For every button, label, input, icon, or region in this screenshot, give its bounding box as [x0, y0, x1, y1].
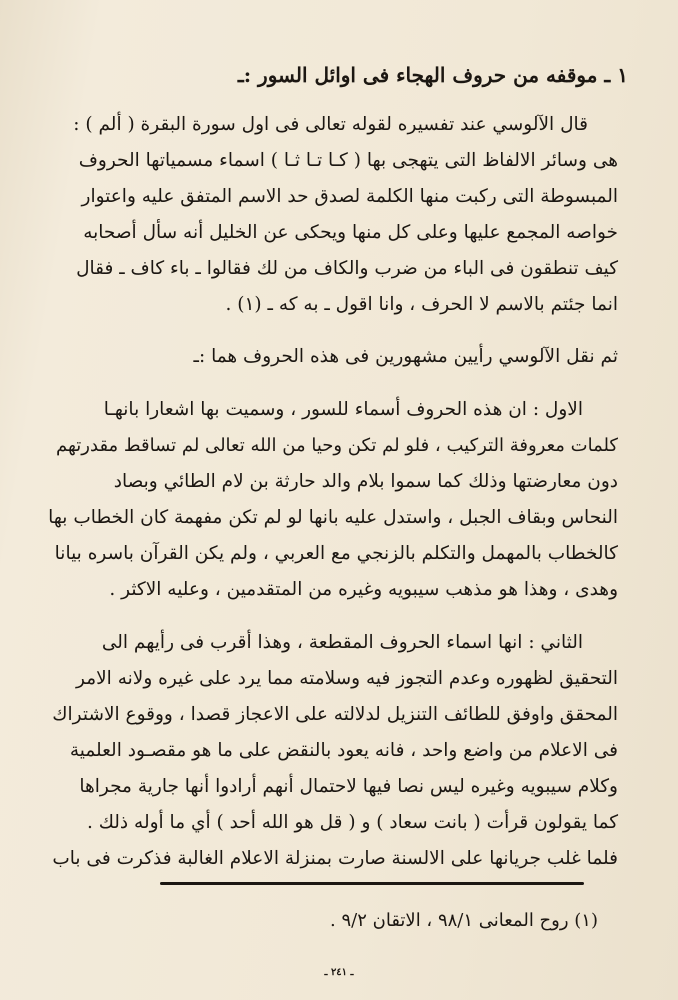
text-line: النحاس وبقاف الجبل ، واستدل عليه بانها لو لم تكن مفهمة كان الخطاب بها	[48, 507, 618, 528]
text-line: ثم نقل الآلوسي رأيين مشهورين فى هذه الحروف هما :ـ	[193, 346, 618, 367]
text-line: المحقق واوفق للطائف التنزيل لدلالته على الاعجاز قصدا ، ووقوع الاشتراك	[52, 704, 618, 725]
text-line: هى وسائر الالفاظ التى يتهجى بها ( كـا تـا ثـا ) اسماء مسمياتها الحروف	[78, 150, 618, 171]
text-line: كلمات معروفة التركيب ، فلو لم تكن وحيا من الله تعالى لم تساقط مقدرتهم	[56, 435, 618, 456]
text-line: وكلام سيبويه وغيره ليس نصا فيها لاحتمال أنهم أرادوا أنها جارية مجراها	[79, 776, 618, 797]
section-heading: ١ ـ موقفه من حروف الهجاء فى اوائل السور :ـ	[237, 63, 628, 87]
text-line: قال الآلوسي عند تفسيره لقوله تعالى فى اول سورة البقرة ( ألم ) :	[73, 114, 588, 135]
text-line: دون معارضتها وذلك كما سموا بلام والد حارثة بن لام الطائي وبصاد	[113, 471, 618, 492]
text-line: كيف تنطقون فى الباء من ضرب والكاف من لك فقالوا ـ باء كاف ـ فقال	[76, 258, 618, 279]
text-line: فلما غلب جريانها على الالسنة صارت بمنزلة الاعلام الغالبة فذكرت فى باب	[52, 848, 618, 869]
text-line: الثاني : انها اسماء الحروف المقطعة ، وهذا أقرب فى رأيهم الى	[101, 632, 583, 653]
page-number: ـ ٢٤١ ـ	[324, 967, 354, 978]
text-line: التحقيق لظهوره وعدم التجوز فيه وسلامته مما يرد على غيره ولانه الامر	[76, 668, 618, 689]
text-line: كما يقولون قرأت ( بانت سعاد ) و ( قل هو الله أحد ) أي ما أوله ذلك .	[86, 812, 618, 833]
text-line: فى الاعلام من واضع واحد ، فانه يعود بالنقض على ما هو مقصـود العلمية	[69, 740, 618, 761]
text-line: انما جئتم بالاسم لا الحرف ، وانا اقول ـ به كه ـ (١) .	[225, 294, 618, 315]
footnote-divider	[160, 882, 584, 885]
text-line: الاول : ان هذه الحروف أسماء للسور ، وسميت بها اشعارا بانهـا	[103, 399, 583, 420]
text-line: خواصه المجمع عليها وعلى كل منها ويحكى عن الخليل أنه سأل أصحابه	[83, 222, 618, 243]
text-line: وهدى ، وهذا هو مذهب سيبويه وغيره من المتقدمين ، وعليه الاكثر .	[109, 579, 618, 600]
text-line: المبسوطة التى ركبت منها الكلمة لصدق حد الاسم المتفق عليه واعتوار	[81, 186, 618, 207]
footnote: (١) روح المعانى ٩٨/١ ، الاتقان ٩/٢ .	[330, 910, 598, 931]
text-line: كالخطاب بالمهمل والتكلم بالزنجي مع العربي ، ولم يكن القرآن باسره بيانا	[54, 543, 618, 564]
